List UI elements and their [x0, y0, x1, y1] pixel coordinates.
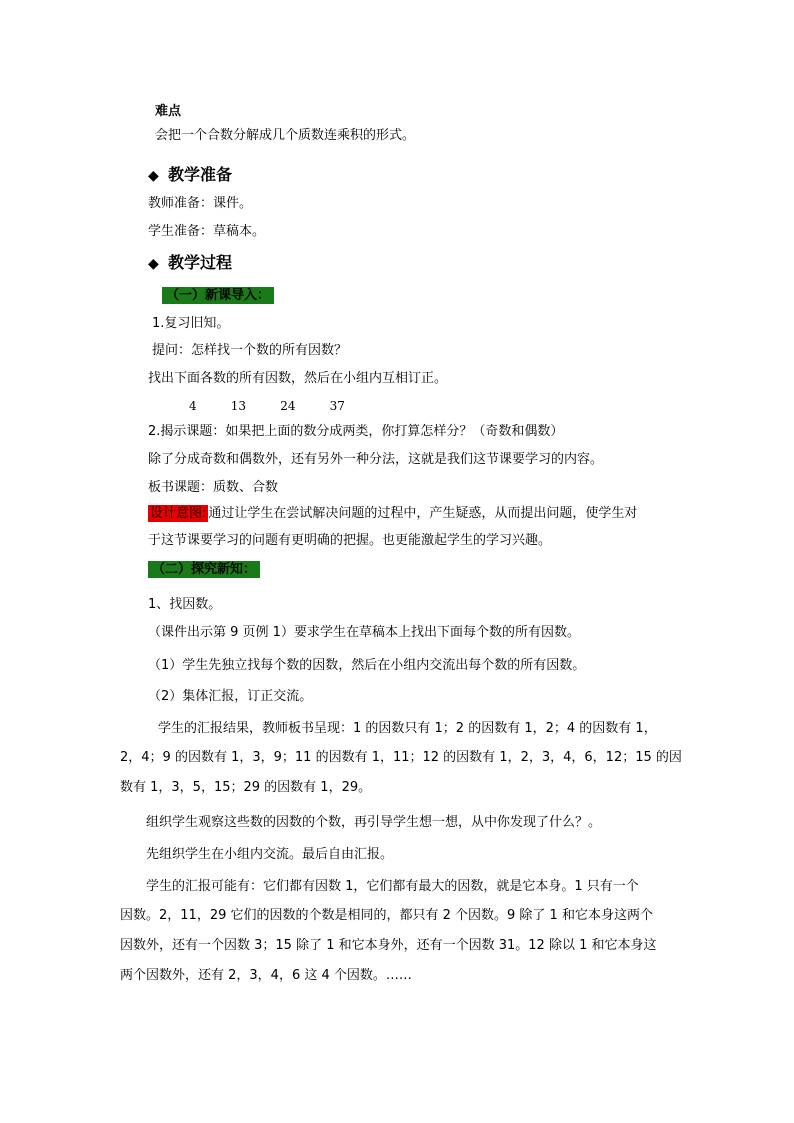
- part2-label: （二）探究新知：: [148, 561, 260, 578]
- result-line: 数有 1，3，5，15；29 的因数有 1，29。: [120, 780, 372, 795]
- part1-reveal: 2.揭示课题：如果把上面的数分成两类，你打算怎样分？（奇数和偶数）: [148, 424, 564, 439]
- part2-group: 先组织学生在小组内交流。最后自由汇报。: [146, 847, 394, 862]
- part1-other: 除了分成奇数和偶数外，还有另外一种分法，这就是我们这节课要学习的内容。: [148, 452, 604, 467]
- report-line: 因数外，还有一个因数 3；15 除了 1 和它本身外，还有一个因数 31。12 除以 1 和它本身这: [120, 938, 657, 953]
- difficulty-heading: 难点: [155, 104, 182, 119]
- part1-numbers: [189, 397, 375, 416]
- prep-heading-text: 教学准备: [168, 165, 233, 184]
- diamond-bullet-icon: ◆: [148, 168, 159, 184]
- part1-label: （一）新课导入：: [162, 287, 274, 304]
- part1-task: 找出下面各数的所有因数，然后在小组内互相订正。: [148, 371, 448, 386]
- part2-find: 1、找因数。: [148, 597, 222, 612]
- part1-review: 1.复习旧知。: [152, 316, 230, 331]
- number-item: 13: [230, 399, 247, 413]
- design-intent-line2: 于这节课要学习的问题有更明确的把握。也更能激起学生的学习兴趣。: [148, 533, 552, 548]
- design-intent-line1: 通过让学生在尝试解决问题的过程中，产生疑惑，从而提出问题，使学生对: [208, 506, 638, 521]
- result-line: 2，4；9 的因数有 1，3，9；11 的因数有 1，11；12 的因数有 1，2，3，4，6，12；15 的因: [120, 750, 682, 765]
- number-item: 4: [189, 399, 197, 413]
- part2-label-wrap: [148, 561, 260, 579]
- part1-label-wrap: [162, 287, 274, 305]
- design-intent-label: 设计意图:: [150, 506, 207, 521]
- report-line: 学生的汇报可能有：它们都有因数 1，它们都有最大的因数，就是它本身。1 只有一个: [146, 879, 639, 894]
- part2-courseware: （课件出示第 9 页例 1）要求学生在草稿本上找出下面每个数的所有因数。: [148, 625, 580, 640]
- report-line: 因数。2，11，29 它们的因数的个数是相同的，都只有 2 个因数。9 除了 1 和它本身这两个: [120, 908, 653, 923]
- part1-question: 提问：怎样找一个数的所有因数？: [152, 343, 348, 358]
- part2-observe: 组织学生观察这些数的因数的个数，再引导学生想一想，从中你发现了什么？。: [146, 815, 602, 830]
- number-item: 37: [329, 399, 345, 413]
- part1-board: 板书课题：质数、合数: [148, 480, 279, 495]
- process-section-heading: [148, 252, 232, 275]
- result-line: 学生的汇报结果，教师板书呈现：1 的因数只有 1；2 的因数有 1，2；4 的因数有 1，: [158, 721, 657, 736]
- prep-student: 学生准备：草稿本。: [148, 224, 266, 239]
- diamond-bullet-icon: ◆: [148, 256, 159, 272]
- report-line: 两个因数外，还有 2，3，4，6 这 4 个因数。……: [120, 968, 412, 983]
- difficulty-text: 会把一个合数分解成几个质数连乘积的形式。: [155, 128, 416, 143]
- prep-teacher: 教师准备：课件。: [148, 196, 253, 211]
- number-item: 24: [280, 399, 296, 413]
- part2-step2: （2）集体汇报，订正交流。: [148, 689, 313, 704]
- process-heading-text: 教学过程: [168, 253, 233, 272]
- part2-step1: （1）学生先独立找每个数的因数，然后在小组内交流出每个数的所有因数。: [148, 658, 586, 673]
- design-intent: [148, 505, 637, 523]
- prep-section-heading: [148, 164, 232, 187]
